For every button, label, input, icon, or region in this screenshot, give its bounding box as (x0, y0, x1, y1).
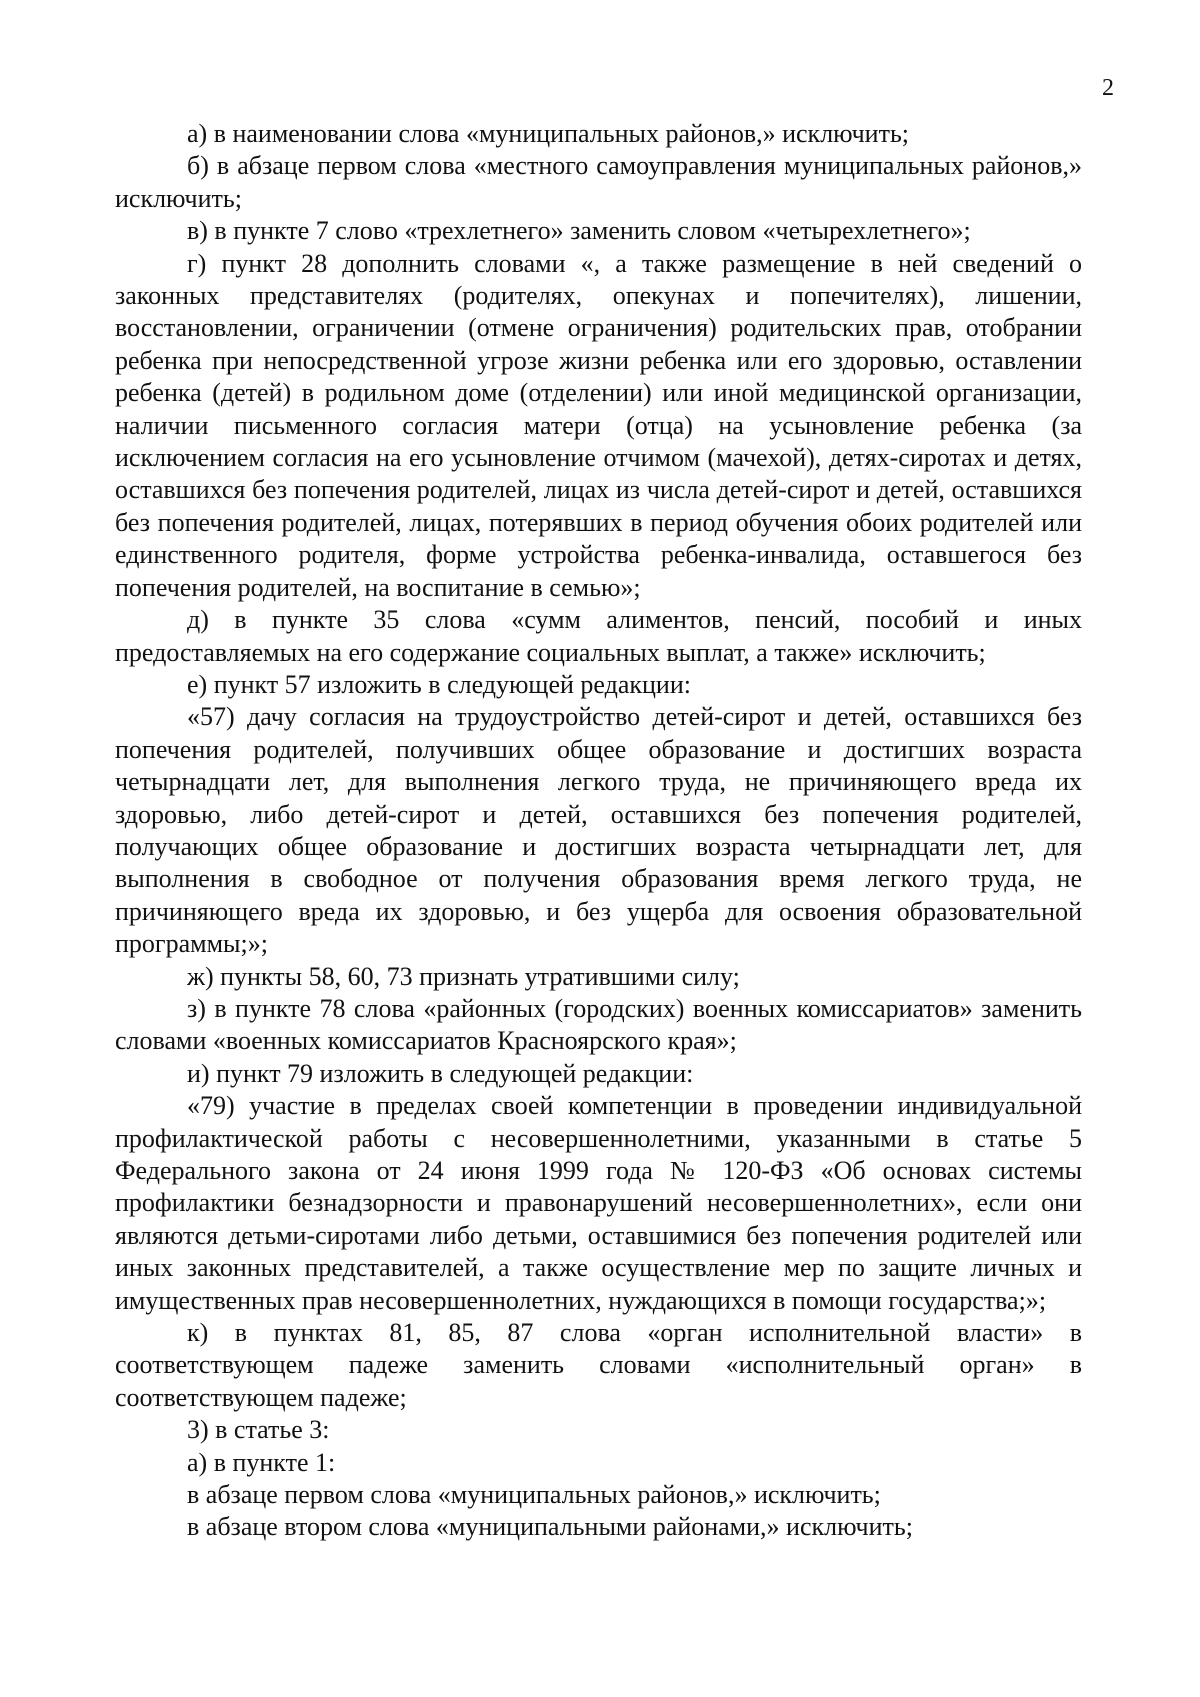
paragraph-b-first-abzac: б) в абзаце первом слова «местного самоуправления муниципальных районов,» исключить; (115, 151, 1082, 213)
paragraph-d-point-35: д) в пункте 35 слова «сумм алиментов, пенсий, пособий и иных предоставляемых на его содержание социальных выплат, а также» исключить; (115, 605, 1082, 667)
paragraph-article-3: 3) в статье 3: (187, 1415, 330, 1445)
paragraph-g-point-28: г) пункт 28 дополнить словами «, а также размещение в ней сведений о законных представителях (родителях, опекунах и попечителях), лишении, восстановлении, ограничении (отмене ограничения) родительских прав, отобрании ребенка при непосредственной угрозе жизни ребенка или его здоровью, оставлении ребенка (детей) в родильном доме (отделении) или иной медицинской организации, наличии письменного согласия матери (отца) на усыновление ребенка (за исключением согласия на его усыновление отчимом (мачехой), детях-сиротах и детях, оставшихся без попечения родителей, лицах из числа детей-сирот и детей, оставшихся без попечения родителей, лицах, потерявших в период обучения обоих родителей или единственного родителя, форме устройства ребенка-инвалида, оставшегося без попечения родителей, на воспитание в семью»; (115, 248, 1082, 602)
paragraph-first-abzac: в абзаце первом слова «муниципальных районов,» исключить; (187, 1480, 881, 1510)
paragraph-second-abzac: в абзаце втором слова «муниципальными районами,» исключить; (187, 1512, 913, 1542)
paragraph-z-point-78: з) в пункте 78 слова «районных (городских) военных комиссариатов» заменить словами «военных комиссариатов Красноярского края»; (115, 993, 1082, 1056)
paragraph-zh-points-58-60-73: ж) пункты 58, 60, 73 признать утратившими силу; (187, 961, 740, 991)
paragraph-k-points-81-85-87: к) в пунктах 81, 85, 87 слова «орган исполнительной власти» в соответствующем падеже заменить словами «исполнительный орган» в соответствующем падеже; (115, 1318, 1082, 1412)
document-body (115, 118, 1082, 1544)
paragraph-v-point-7: в) в пункте 7 слово «трехлетнего» заменить словом «четырехлетнего»; (187, 216, 971, 246)
paragraph-i-point-79-intro: и) пункт 79 изложить в следующей редакции: (187, 1058, 694, 1088)
paragraph-point-57-text: «57) дачу согласия на трудоустройство детей-сирот и детей, оставшихся без попечения родителей, получивших общее образование и достигших возраста четырнадцати лет, для выполнения легкого труда, не причиняющего вреда их здоровью, либо детей-сирот и детей, оставшихся без попечения родителей, получающих общее образование и достигших возраста четырнадцати лет, для выполнения в свободное от получения образования время легкого труда, не причиняющего вреда их здоровью, и без ущерба для освоения образовательной программы;»; (115, 702, 1082, 959)
paragraph-a-point-1: а) в пункте 1: (187, 1447, 336, 1477)
paragraph-a-title: а) в наименовании слова «муниципальных районов,» исключить; (187, 119, 910, 148)
paragraph-e-point-57-intro: е) пункт 57 изложить в следующей редакции: (187, 669, 691, 699)
page-number: 2 (1102, 75, 1114, 101)
paragraph-point-79-text: «79) участие в пределах своей компетенции в проведении индивидуальной профилактической работы с несовершеннолетними, указанными в статье 5 Федерального закона от 24 июня 1999 года № 120-ФЗ «Об основах системы профилактики безнадзорности и правонарушений несовершеннолетних», если они являются детьми-сиротами либо детьми, оставшимися без попечения родителей или иных законных представителей, а также осуществление мер по защите личных и имущественных прав несовершеннолетних, нуждающихся в помощи государства;»; (115, 1091, 1082, 1315)
